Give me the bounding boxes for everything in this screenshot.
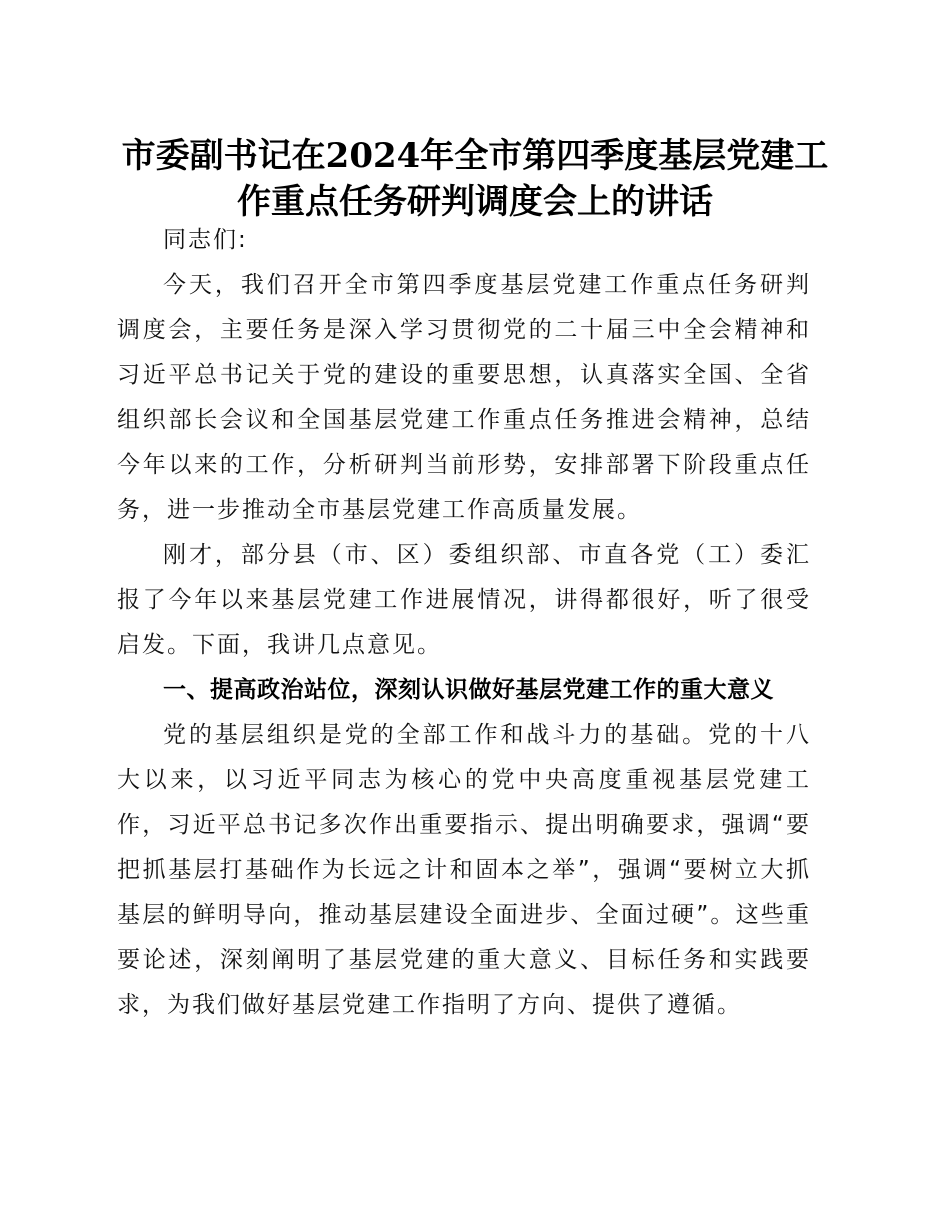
paragraph-intro: 今天，我们召开全市第四季度基层党建工作重点任务研判调度会，主要任务是深入学习贯彻党的二十届三中全会精神和习近平总书记关于党的建设的重要思想，认真落实全国、全省组织部长会议和全国基层党建工作重点任务推进会精神，总结今年以来的工作，分析研判当前形势，安排部署下阶段重点任务，进一步推动全市基层党建工作高质量发展。 xyxy=(117,272,811,523)
document-body xyxy=(117,218,811,1028)
document-title: 市委副书记在2024年全市第四季度基层党建工作重点任务研判调度会上的讲话 xyxy=(121,136,829,222)
paragraph-reports: 刚才，部分县（市、区）委组织部、市直各党（工）委汇报了今年以来基层党建工作进展情况，讲得都很好，听了很受启发。下面，我讲几点意见。 xyxy=(117,542,811,658)
section-heading-1: 一、提高政治站位，深刻认识做好基层党建工作的重大意义 xyxy=(163,677,774,703)
paragraph-section1: 党的基层组织是党的全部工作和战斗力的基础。党的十八大以来，以习近平同志为核心的党中央高度重视基层党建工作，习近平总书记多次作出重要指示、提出明确要求，强调“要把抓基层打基础作为长远之计和固本之举”，强调“要树立大抓基层的鲜明导向，推动基层建设全面进步、全面过硬”。这些重要论述，深刻阐明了基层党建的重大意义、目标任务和实践要求，为我们做好基层党建工作指明了方向、提供了遵循。 xyxy=(117,722,811,1018)
greeting: 同志们: xyxy=(163,227,248,253)
